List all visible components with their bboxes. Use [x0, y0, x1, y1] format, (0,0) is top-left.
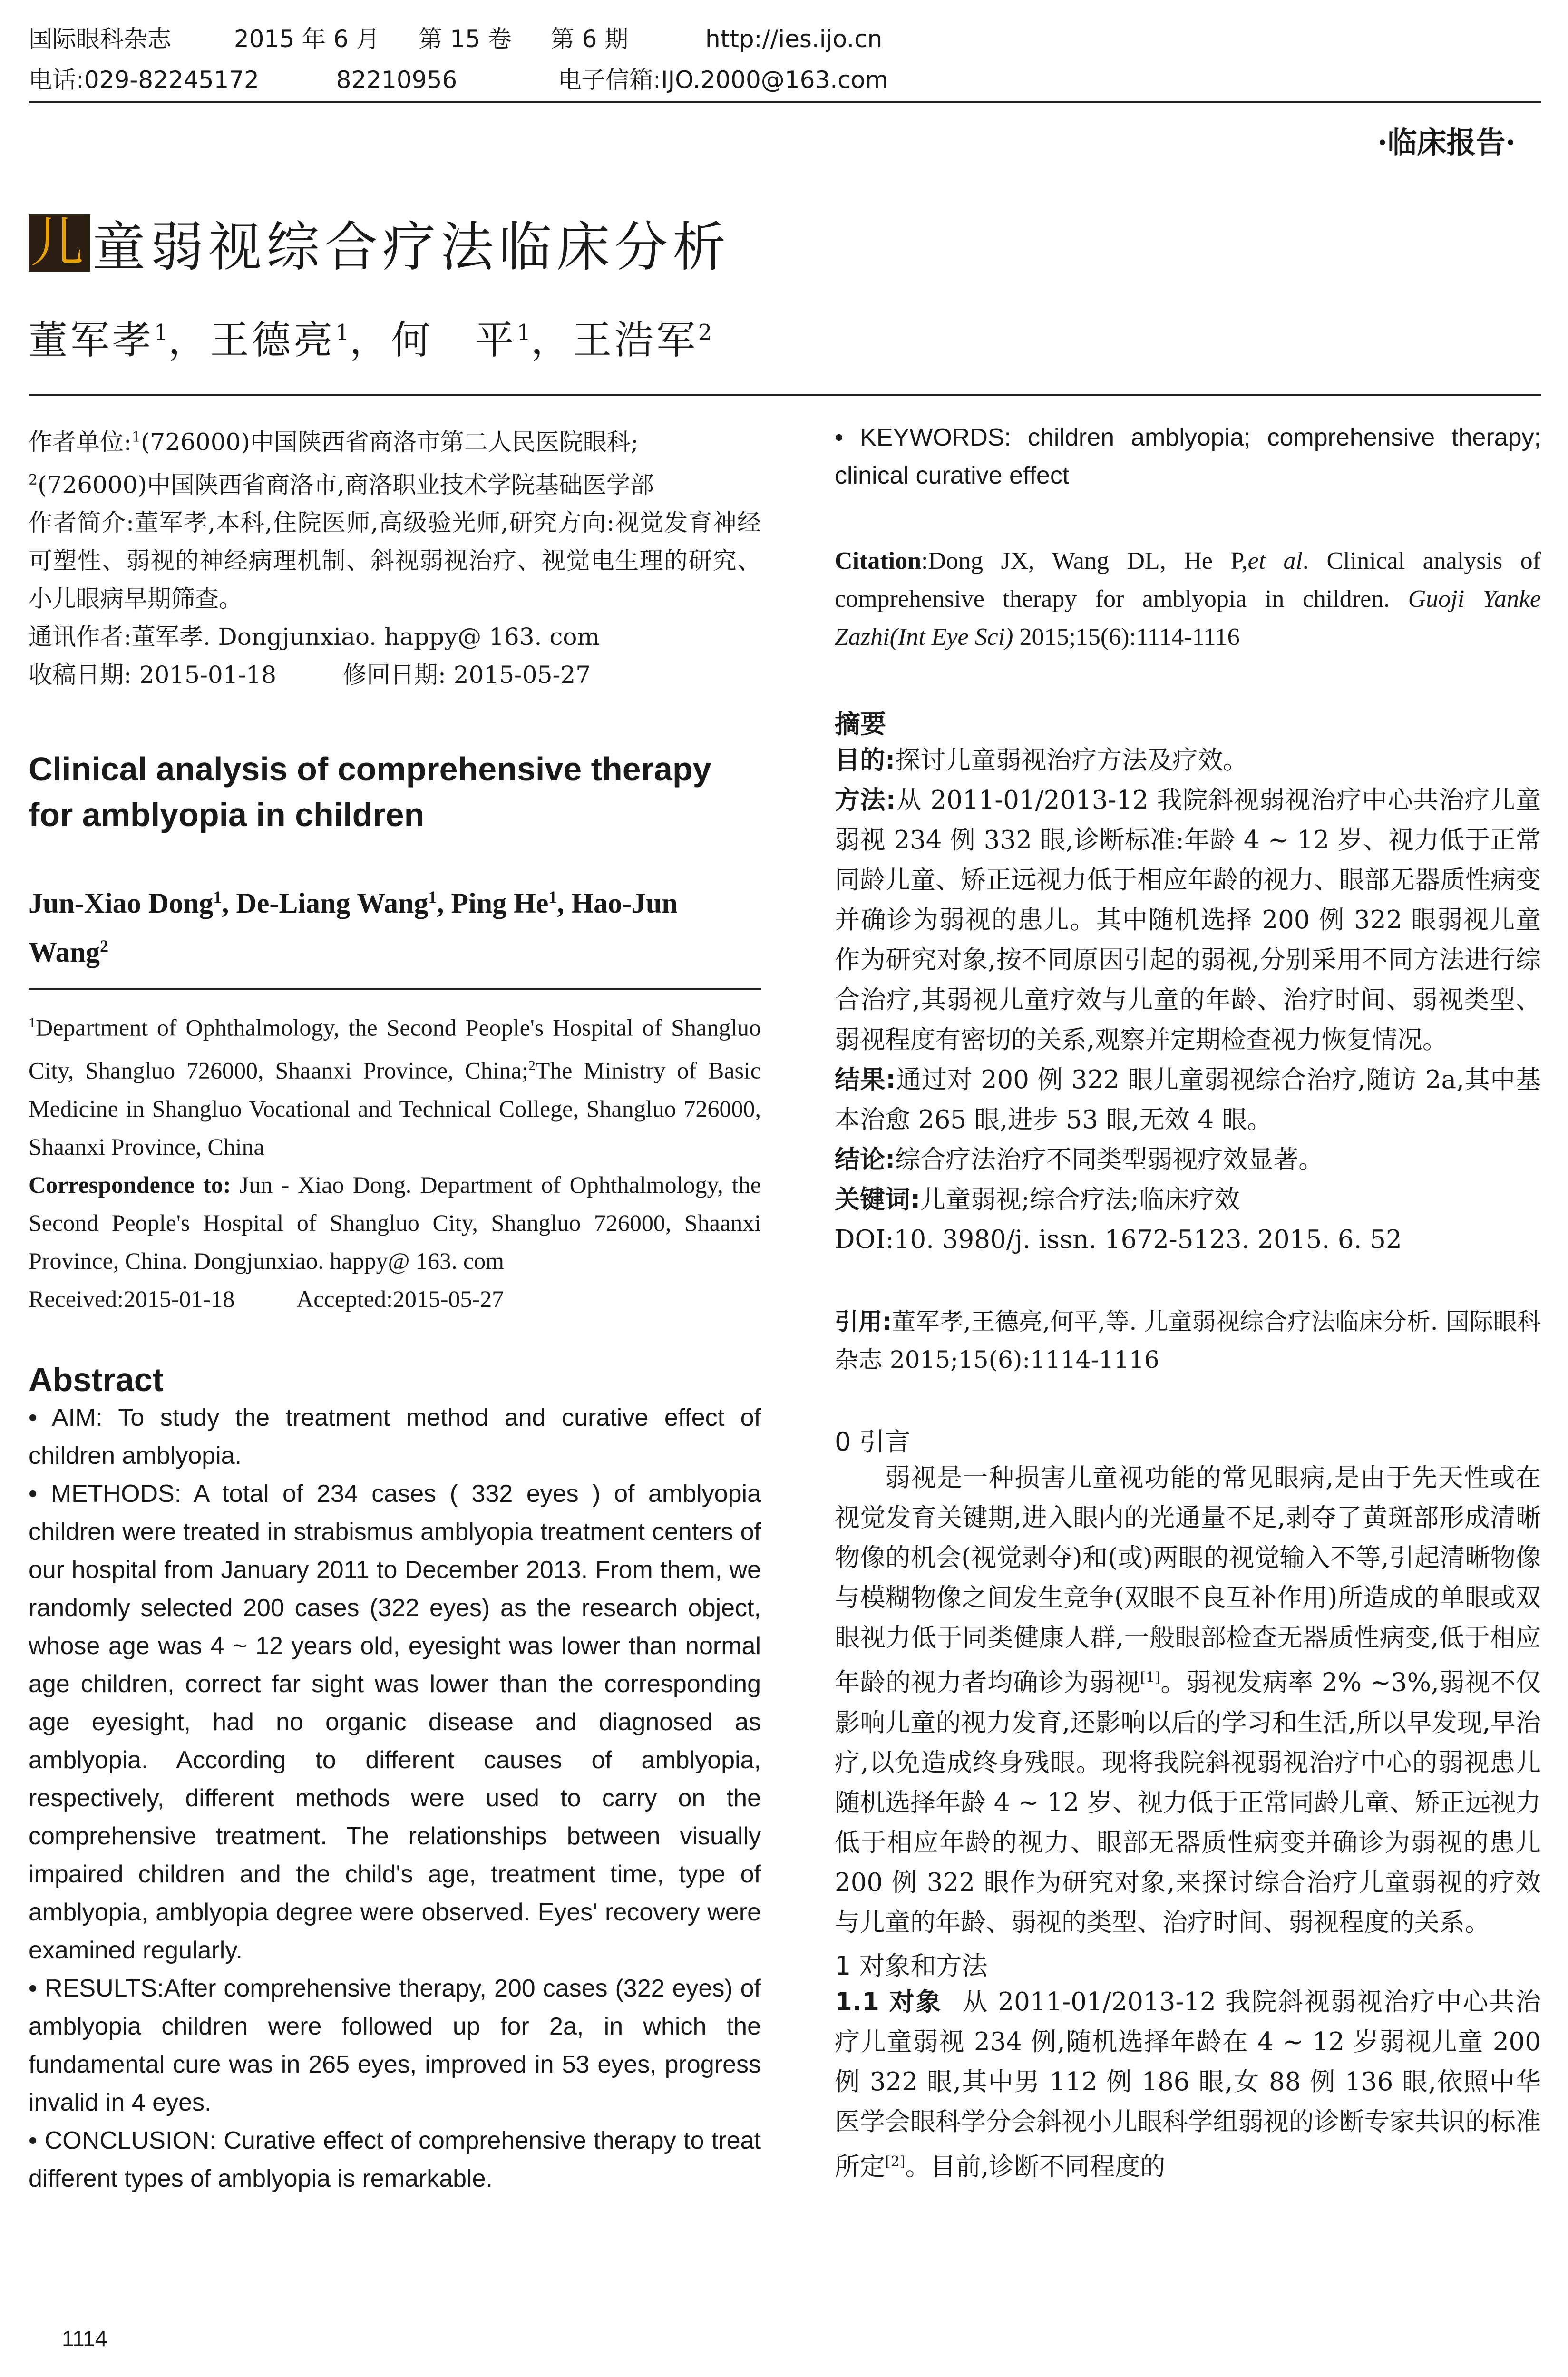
- page-number: 1114: [62, 2326, 107, 2351]
- abstract-methods: • METHODS: A total of 234 cases ( 332 eyes ) of amblyopia children were treated in strabismus amblyopia treatment centers of our hospital from January 2011 to December 2013. From them, we randomly selected 200 cases (322 eyes) as the research object, whose age was 4 ~ 12 years old, eyesight was lower than normal age children, correct far sight was lower than the corresponding age eyesight, had no organic disease and diagnosed as amblyopia. According to different causes of amblyopia, respectively, different methods were used to carry on the comprehensive treatment. The relationships between visually impaired children and the child's age, treatment time, type of amblyopia, amblyopia degree were observed. Eyes' recovery were examined regularly.: [29, 1480, 761, 1964]
- doi[interactable]: DOI:10. 3980/j. issn. 1672-5123. 2015. 6. 52: [835, 1225, 1402, 1254]
- keywords-cn: 关键词:儿童弱视;综合疗法;临床疗效: [835, 1185, 1240, 1214]
- citation-ref-2[interactable]: [2]: [885, 2153, 906, 2170]
- methods-heading: 1 对象和方法: [835, 1950, 988, 1981]
- header-rule: [29, 101, 1541, 103]
- affiliations-cn: 作者单位:$^1$(726000)中国陕西省商洛市第二人民医院眼科; $^2$(726000)中国陕西省商洛市,商洛职业技术学院基础医学部: [29, 428, 654, 499]
- methods-paragraph: 1.1 对象 从 2011-01/2013-12 我院斜视弱视治疗中心共治疗儿童弱视 234 例,随机选择年龄在 4 ~ 12 岁弱视儿童 200 例 322 眼,其中男 112 例 186 眼,女 88 例 136 眼,依照中华医学会眼科学分会斜视小儿眼科学组弱视的诊断专家共识的标准所定[2]。目前,诊断不同程度的: [835, 1987, 1541, 2182]
- abstract-cn-aim: 目的:探讨儿童弱视治疗方法及疗效。: [835, 746, 1248, 775]
- abstract-cn-methods: 方法:从 2011-01/2013-12 我院斜视弱视治疗中心共治疗儿童弱视 234 例 332 眼,诊断标准:年龄 4 ~ 12 岁、视力低于正常同龄儿童、矫正远视力低于相应年龄的视力、眼部无器质性病变并确诊为弱视的患儿。其中随机选择 200 例 322 眼弱视儿童作为研究对象,按不同原因引起的弱视,分别采用不同方法进行综合治疗,其弱视儿童疗效与儿童的年龄、治疗时间、弱视类型、弱视程度有密切的关系,观察并定期检查视力恢复情况。: [835, 786, 1541, 1054]
- correspondence-en: Correspondence to: Jun - Xiao Dong. Department of Ophthalmology, the Second People's Hospital of Shangluo City, Shangluo 726000, Shaanxi Province, China. Dongjunxiao. happy@ 163. com: [29, 1171, 761, 1274]
- author-2: 王德亮$^1$: [210, 318, 350, 363]
- section-tag: ·临床报告·: [1377, 125, 1516, 160]
- intro-paragraph: 弱视是一种损害儿童视功能的常见眼病,是由于先天性或在视觉发育关键期,进入眼内的光通量不足,剥夺了黄斑部形成清晰物像的机会(视觉剥夺)和(或)两眼的视觉输入不等,引起清晰物像与模糊物像之间发生竞争(双眼不良互补作用)所造成的单眼或双眼视力低于同类健康人群,一般眼部检查无器质性病变,低于相应年龄的视力者均确诊为弱视[1]。弱视发病率 2% ~3%,弱视不仅影响儿童的视力发育,还影响以后的学习和生活,所以早发现,早治疗,以免造成终身残眼。现将我院斜视弱视治疗中心的弱视患儿随机选择年龄 4 ~ 12 岁、视力低于正常同龄儿童、矫正远视力低于相应年龄的视力、眼部无器质性病变并确诊为弱视的患儿 200 例 322 眼作为研究对象,来探讨综合治疗儿童弱视的疗效与儿童的年龄、弱视的类型、治疗时间、弱视程度的关系。: [835, 1463, 1541, 1937]
- author-3: 何 平$^1$: [391, 318, 531, 363]
- volume: 第 15 卷: [419, 25, 512, 53]
- page-title: [29, 205, 730, 281]
- author-list-cn: 董军孝$^1$，王德亮$^1$，何 平$^1$，王浩军$^2$: [29, 318, 712, 363]
- phone: 电话:029-82245172: [29, 66, 259, 94]
- abstract-cn-results: 结果:通过对 200 例 322 眼儿童弱视综合治疗,随访 2a,其中基本治愈 265 眼,进步 53 眼,无效 4 眼。: [835, 1065, 1541, 1134]
- abstract-cn-conclusion: 结论:综合疗法治疗不同类型弱视疗效显著。: [835, 1145, 1324, 1174]
- author-bio-cn: 作者简介:董军孝,本科,住院医师,高级验光师,研究方向:视觉发育神经可塑性、弱视的神经病理机制、斜视弱视治疗、视觉电生理的研究、小儿眼病早期筛查。: [29, 509, 761, 613]
- intro-heading: 0 引言: [835, 1427, 911, 1457]
- title-rule: [29, 394, 1541, 396]
- corresponding-author-cn: 通讯作者:董军孝. Dongjunxiao. happy@ 163. com: [29, 623, 600, 651]
- citation-en: Citation:Dong JX, Wang DL, He P,et al. Clinical analysis of comprehensive therapy for amblyopia in children. Guoji Yanke Zazhi(Int Eye Sci) 2015;15(6):1114-1116: [835, 547, 1541, 651]
- abstract-heading: Abstract: [29, 1361, 164, 1398]
- title-text: 童弱视综合疗法临床分析: [92, 216, 730, 278]
- abstract-conclusion: • CONCLUSION: Curative effect of comprehensive therapy to treat different types of amblyopia is remarkable.: [29, 2126, 761, 2192]
- dates-cn: 收稿日期: 2015-01-18 修回日期: 2015-05-27: [29, 661, 591, 689]
- citation-cn: 引用:董军孝,王德亮,何平,等. 儿童弱视综合疗法临床分析. 国际眼科杂志 2015;15(6):1114-1116: [835, 1308, 1541, 1374]
- citation-ref-1[interactable]: [1]: [1140, 1669, 1160, 1686]
- title-drop-char: 儿: [29, 214, 90, 272]
- journal-header-row1: [29, 24, 882, 54]
- abstract-results: • RESULTS:After comprehensive therapy, 200 cases (322 eyes) of amblyopia children were followed up for 2a, in which the fundamental cure was in 265 eyes, improved in 53 eyes, progress invalid in 4 eyes.: [29, 1974, 761, 2116]
- affiliations-en: $^1$Department of Ophthalmology, the Second People's Hospital of Shangluo City, Shangluo 726000, Shaanxi Province, China;$^2$The Ministry of Basic Medicine in Shangluo Vocational and Technical College, Shangluo 726000, Shaanxi Province, China: [29, 1014, 761, 1160]
- author-list-en: Jun-Xiao Dong$^1$, De-Liang Wang$^1$, Ping He$^1$, Hao-Jun Wang$^2$: [29, 887, 678, 968]
- journal-name: 国际眼科杂志: [29, 25, 171, 53]
- affiliation-rule: [29, 988, 761, 990]
- right-column: [835, 419, 1541, 2187]
- dates-en: Received:2015-01-18 Accepted:2015-05-27: [29, 1285, 504, 1312]
- journal-header-row2: [29, 65, 888, 95]
- left-column: [29, 419, 761, 2198]
- phone-2: 82210956: [336, 66, 458, 94]
- issue-number: 第 6 期: [550, 25, 629, 53]
- issue-date: 2015 年 6 月: [234, 25, 380, 53]
- author-4: 王浩军$^2$: [572, 318, 712, 363]
- journal-url[interactable]: http://ies.ijo.cn: [705, 25, 883, 53]
- email[interactable]: 电子信箱:IJO.2000@163.com: [557, 66, 888, 94]
- english-title: Clinical analysis of comprehensive therapy for amblyopia in children: [29, 750, 711, 834]
- keywords-en: • KEYWORDS: children amblyopia; comprehensive therapy; clinical curative effect: [835, 424, 1541, 489]
- abstract-aim: • AIM: To study the treatment method and curative effect of children amblyopia.: [29, 1403, 761, 1470]
- author-1: 董军孝$^1$: [29, 318, 168, 363]
- abstract-cn-heading: 摘要: [835, 709, 886, 739]
- cn-metadata: [29, 419, 761, 694]
